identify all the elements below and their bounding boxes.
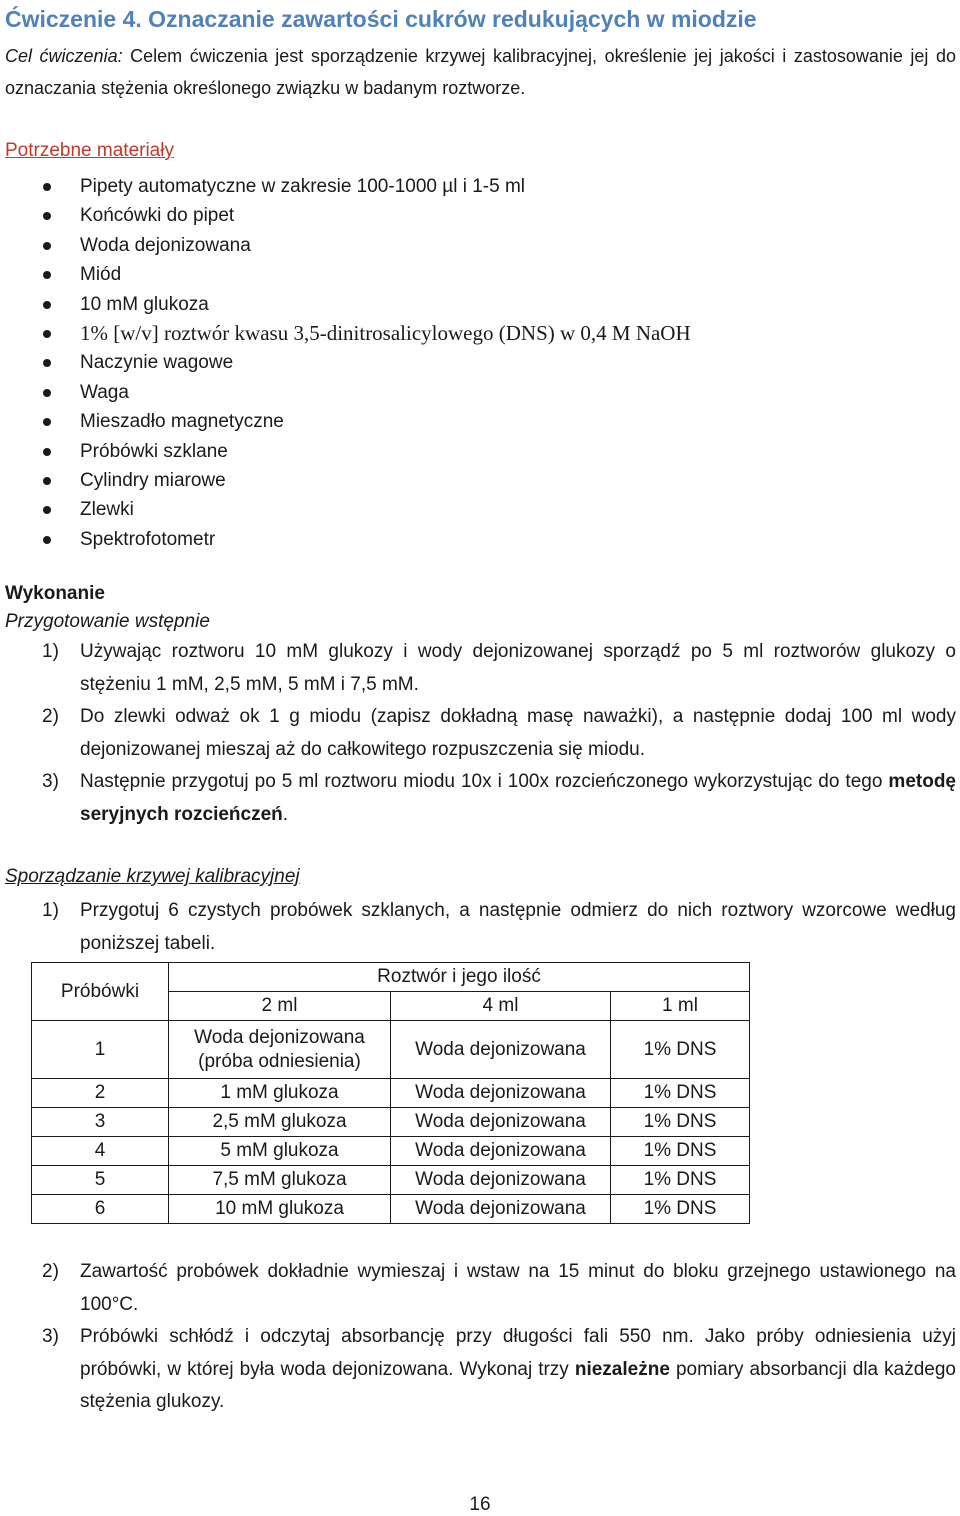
bullet-icon [43, 477, 51, 485]
bullet-icon [43, 183, 51, 191]
list-item: 1% [w/v] roztwór kwasu 3,5-dinitrosalicylowego (DNS) w 0,4 M NaOH [5, 319, 691, 348]
table-row: 5 7,5 mM glukoza Woda dejonizowana 1% DNS [32, 1166, 750, 1195]
step-item: 1) Przygotuj 6 czystych probówek szklanych, a następnie odmierz do nich roztwory wzorcowe według poniższej tabeli. [42, 900, 956, 954]
materials-list [5, 172, 691, 554]
table-row: 3 2,5 mM glukoza Woda dejonizowana 1% DNS [32, 1108, 750, 1137]
bullet-icon [43, 271, 51, 279]
table-row: 2 1 mM glukoza Woda dejonizowana 1% DNS [32, 1079, 750, 1108]
bullet-icon [43, 389, 51, 397]
bullet-icon [43, 301, 51, 309]
bullet-icon [43, 418, 51, 426]
list-item: Miód [5, 260, 691, 289]
table-subheader: 2 ml [169, 992, 391, 1021]
list-item: Pipety automatyczne w zakresie 100-1000 µl i 1-5 ml [5, 172, 691, 201]
page-title: Ćwiczenie 4. Oznaczanie zawartości cukrów redukujących w miodzie [5, 6, 757, 32]
calibration-heading: Sporządzanie krzywej kalibracyjnej [5, 866, 300, 887]
calibration-step-1 [5, 895, 956, 960]
bullet-icon [43, 359, 51, 367]
table-row: 4 5 mM glukoza Woda dejonizowana 1% DNS [32, 1137, 750, 1166]
step-item: 3) Próbówki schłódź i odczytaj absorbancję przy długości fali 550 nm. Jako próby odniesienia użyj próbówki, w której była woda dejonizowana. Wykonaj trzy niezależne pomiary absorbancji dla każdego stężenia glukozy. [42, 1326, 956, 1412]
table-subheader: 4 ml [391, 992, 611, 1021]
page-number: 16 [469, 1494, 491, 1515]
step-item: 3) Następnie przygotuj po 5 ml roztworu miodu 10x i 100x rozcieńczonego wykorzystując do tego metodę seryjnych rozcieńczeń. [42, 771, 956, 825]
list-item: Waga [5, 378, 691, 407]
list-item: Spektrofotometr [5, 525, 691, 554]
bullet-icon [43, 506, 51, 514]
step-item: 2) Zawartość probówek dokładnie wymieszaj i wstaw na 15 minut do bloku grzejnego ustawionego na 100°C. [42, 1261, 956, 1315]
calibration-steps-2-3 [5, 1256, 956, 1419]
preparation-subheading: Przygotowanie wstępnie [5, 611, 210, 632]
bullet-icon [43, 536, 51, 544]
step-item: 1) Używając roztworu 10 mM glukozy i wody dejonizowanej sporządź po 5 ml roztworów glukozy o stężeniu 1 mM, 2,5 mM, 5 mM i 7,5 mM. [42, 641, 956, 695]
list-item: Woda dejonizowana [5, 231, 691, 260]
intro-lead: Cel ćwiczenia: [5, 46, 123, 66]
step-item: 2) Do zlewki odważ ok 1 g miodu (zapisz dokładną masę naważki), a następnie dodaj 100 ml wody dejonizowanej mieszaj aż do całkowitego rozpuszczenia się miodu. [42, 706, 956, 760]
list-item: Mieszadło magnetyczne [5, 407, 691, 436]
preparation-steps [5, 636, 956, 831]
bullet-icon [43, 448, 51, 456]
bullet-icon [43, 242, 51, 250]
list-item: Próbówki szklane [5, 437, 691, 466]
table-subheader: 1 ml [611, 992, 750, 1021]
list-item: 10 mM glukoza [5, 290, 691, 319]
intro-paragraph [5, 40, 956, 104]
execution-heading: Wykonanie [5, 583, 105, 604]
bullet-icon [43, 212, 51, 220]
document-page [5, 0, 957, 1516]
bullet-icon [43, 330, 51, 338]
list-item: Zlewki [5, 495, 691, 524]
list-item: Naczynie wagowe [5, 348, 691, 377]
materials-heading: Potrzebne materiały [5, 140, 174, 161]
table-row: 1 Woda dejonizowana (próba odniesienia) Woda dejonizowana 1% DNS [32, 1021, 750, 1079]
list-item: Cylindry miarowe [5, 466, 691, 495]
solutions-table [31, 962, 750, 1224]
intro-text: Celem ćwiczenia jest sporządzenie krzywej kalibracyjnej, określenie jej jakości i zastosowanie jej do oznaczania stężenia określonego związku w badanym roztworze. [5, 46, 956, 98]
table-header-solution: Roztwór i jego ilość [169, 963, 750, 992]
table-header-tubes: Próbówki [32, 963, 169, 1021]
table-row: 6 10 mM glukoza Woda dejonizowana 1% DNS [32, 1195, 750, 1224]
list-item: Końcówki do pipet [5, 201, 691, 230]
